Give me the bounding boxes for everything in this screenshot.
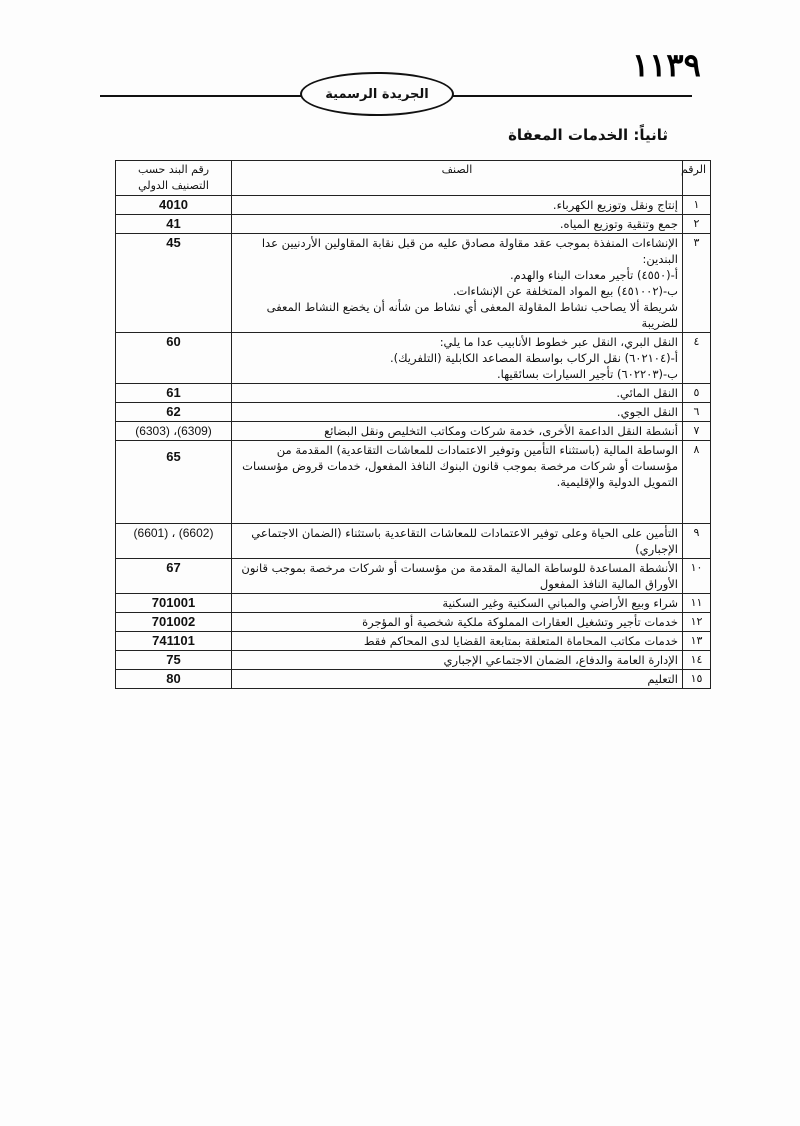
description-line: الأنشطة المساعدة للوساطة المالية المقدمة من مؤسسات أو شركات مرخصة بموجب قانون الأوراق المالية النافذ المفعول	[241, 561, 678, 591]
table-row	[116, 384, 711, 403]
row-description	[232, 333, 683, 384]
row-description	[232, 613, 683, 632]
row-code: 45	[116, 234, 232, 333]
row-code: 60	[116, 333, 232, 384]
description-line: إنتاج ونقل وتوزيع الكهرباء.	[552, 198, 678, 212]
row-number: ٥	[683, 384, 711, 403]
exempt-services-table	[115, 160, 711, 689]
section-title: ثانياً: الخدمات المعفاة	[508, 126, 668, 144]
description-line: الإنشاءات المنفذة بموجب عقد مقاولة مصادق عليه من قبل نقابة المقاولين الأردنيين عدا البندين:	[261, 236, 678, 266]
row-number: ١٠	[683, 559, 711, 594]
description-line: شراء وبيع الأراضي والمباني السكنية وغير السكنية	[442, 596, 678, 610]
row-number: ١٥	[683, 670, 711, 689]
row-spacer	[236, 490, 678, 522]
row-number: ٩	[683, 524, 711, 559]
row-number: ١١	[683, 594, 711, 613]
row-description	[232, 594, 683, 613]
description-line: ب-(٦٠٢٢٠٣) تأجير السيارات بسائقيها.	[496, 367, 678, 381]
table-row	[116, 559, 711, 594]
row-number: ٨	[683, 441, 711, 524]
row-description	[232, 524, 683, 559]
table-row	[116, 613, 711, 632]
description-line: أ-(٤٥٥٠) تأجير معدات البناء والهدم.	[510, 268, 678, 282]
description-line: الإدارة العامة والدفاع، الضمان الاجتماعي الإجباري	[443, 653, 678, 667]
row-code: 65	[116, 441, 232, 524]
description-line: أنشطة النقل الداعمة الأخرى، خدمة شركات ومكاتب التخليص ونقل البضائع	[324, 424, 678, 438]
table-row	[116, 632, 711, 651]
table-row	[116, 234, 711, 333]
row-code: 67	[116, 559, 232, 594]
gazette-title: الجريدة الرسمية	[325, 86, 429, 102]
table-header-row	[116, 161, 711, 196]
row-code: 41	[116, 215, 232, 234]
row-description	[232, 384, 683, 403]
table-row	[116, 651, 711, 670]
table-row	[116, 670, 711, 689]
row-number: ٦	[683, 403, 711, 422]
row-description	[232, 559, 683, 594]
description-line: جمع وتنقية وتوزيع المياه.	[559, 217, 678, 231]
description-line: النقل الجوي.	[616, 405, 678, 419]
table-row	[116, 215, 711, 234]
table-row	[116, 441, 711, 524]
table-row	[116, 333, 711, 384]
description-line: التعليم	[647, 672, 678, 686]
description-line: التأمين على الحياة وعلى توفير الاعتمادات للمعاشات التقاعدية باستثناء (الضمان الاجتماعي الإجباري)	[251, 526, 678, 556]
column-header-code: رقم البند حسب التصنيف الدولي	[116, 161, 232, 196]
row-description	[232, 196, 683, 215]
row-description	[232, 632, 683, 651]
row-number: ١	[683, 196, 711, 215]
table-row	[116, 594, 711, 613]
row-number: ٢	[683, 215, 711, 234]
row-code: 701002	[116, 613, 232, 632]
row-code: 701001	[116, 594, 232, 613]
row-description	[232, 234, 683, 333]
row-description	[232, 403, 683, 422]
row-description	[232, 422, 683, 441]
row-code: 4010	[116, 196, 232, 215]
row-code: (6601) ، (6602)	[116, 524, 232, 559]
column-header-number: الرقم	[683, 161, 711, 196]
row-description	[232, 670, 683, 689]
row-number: ١٤	[683, 651, 711, 670]
row-code: 741101	[116, 632, 232, 651]
description-line: أ-(٦٠٢١٠٤) نقل الركاب بواسطة المصاعد الكابلية (التلفريك).	[389, 351, 678, 365]
description-line: خدمات مكاتب المحاماة المتعلقة بمتابعة القضايا لدى المحاكم فقط	[363, 634, 678, 648]
column-header-category: الصنف	[232, 161, 683, 196]
description-line: النقل المائي.	[616, 386, 678, 400]
row-description	[232, 215, 683, 234]
gazette-title-oval	[300, 72, 454, 116]
row-description	[232, 651, 683, 670]
row-code: 61	[116, 384, 232, 403]
row-code: 75	[116, 651, 232, 670]
row-code: (6303) ،(6309)	[116, 422, 232, 441]
row-number: ١٢	[683, 613, 711, 632]
page-number: ١١٣٩	[632, 46, 701, 84]
table-row	[116, 196, 711, 215]
table-row	[116, 524, 711, 559]
row-code: 80	[116, 670, 232, 689]
description-line: النقل البري، النقل عبر خطوط الأنابيب عدا ما يلي:	[439, 335, 678, 349]
row-number: ٧	[683, 422, 711, 441]
description-line: الوساطة المالية (باستثناء التأمين وتوفير الاعتمادات للمعاشات التقاعدية) المقدمة من مؤسسات أو شركات مرخصة بموجب قانون البنوك النافذ المفعول، خدمات قروض مؤسسات التمويل الدولية والإقليمية.	[242, 443, 678, 489]
row-code: 62	[116, 403, 232, 422]
description-line: ب-(٤٥١٠٠٢) بيع المواد المتخلفة عن الإنشاءات.	[452, 284, 678, 298]
description-line: خدمات تأجير وتشغيل العقارات المملوكة ملكية شخصية أو المؤجرة	[362, 615, 678, 629]
row-description	[232, 441, 683, 524]
row-number: ٣	[683, 234, 711, 333]
table-row	[116, 422, 711, 441]
description-line: شريطة ألا يصاحب نشاط المقاولة المعفى أي نشاط من شأنه أن يخضع النشاط المعفى للضريبة	[266, 300, 678, 330]
table-row	[116, 403, 711, 422]
row-number: ٤	[683, 333, 711, 384]
row-number: ١٣	[683, 632, 711, 651]
